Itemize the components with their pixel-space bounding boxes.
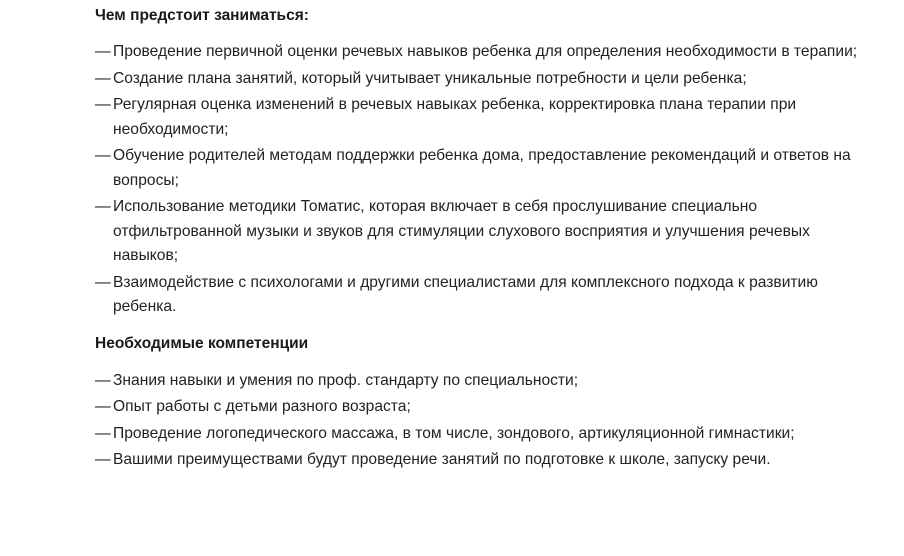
dash-bullet: — <box>95 69 111 87</box>
dash-bullet: — <box>95 198 111 215</box>
dash-bullet: — <box>95 451 111 468</box>
list-item-text: Проведение первичной оценки речевых навыков ребенка для определения необходимости в терапии; <box>113 43 858 60</box>
dash-bullet: — <box>95 398 111 415</box>
duties-list <box>95 40 875 320</box>
list-item-text: Обучение родителей методам поддержки ребенка дома, предоставление рекомендаций и ответов на вопросы; <box>113 147 851 189</box>
list-item <box>95 67 875 92</box>
list-item-text: Регулярная оценка изменений в речевых навыках ребенка, корректировка плана терапии при необходимости; <box>113 96 797 138</box>
list-item <box>95 422 875 447</box>
list-item <box>95 144 875 193</box>
list-item-text: Знания навыки и умения по проф. стандарту по специальности; <box>113 371 579 389</box>
list-item <box>95 93 875 142</box>
list-item <box>95 195 875 269</box>
list-item-text: Вашими преимуществами будут проведение занятий по подготовке к школе, запуску речи. <box>113 451 771 468</box>
dash-bullet: — <box>95 147 111 164</box>
competencies-list <box>95 369 875 473</box>
dash-bullet: — <box>95 424 111 442</box>
competencies-heading: Необходимые компетенции <box>95 334 309 352</box>
dash-bullet: — <box>95 43 111 60</box>
list-item <box>95 369 875 394</box>
dash-bullet: — <box>95 273 111 291</box>
dash-bullet: — <box>95 96 111 113</box>
list-item <box>95 271 875 320</box>
list-item-text: Проведение логопедического массажа, в том числе, зондового, артикуляционной гимнастики; <box>113 424 795 442</box>
duties-heading: Чем предстоит заниматься: <box>95 7 309 24</box>
list-item <box>95 448 875 473</box>
list-item <box>95 40 875 65</box>
list-item-text: Создание плана занятий, который учитывает уникальные потребности и цели ребенка; <box>113 69 747 87</box>
list-item <box>95 395 875 420</box>
job-description <box>95 0 875 475</box>
list-item-text: Использование методики Томатис, которая включает в себя прослушивание специально отфильтрованной музыки и звуков для стимуляции слухового восприятия и улучшения речевых навыков; <box>113 198 810 264</box>
dash-bullet: — <box>95 371 111 389</box>
list-item-text: Взаимодействие с психологами и другими специалистами для комплексного подхода к развитию ребенка. <box>113 273 818 315</box>
list-item-text: Опыт работы с детьми разного возраста; <box>113 398 411 415</box>
